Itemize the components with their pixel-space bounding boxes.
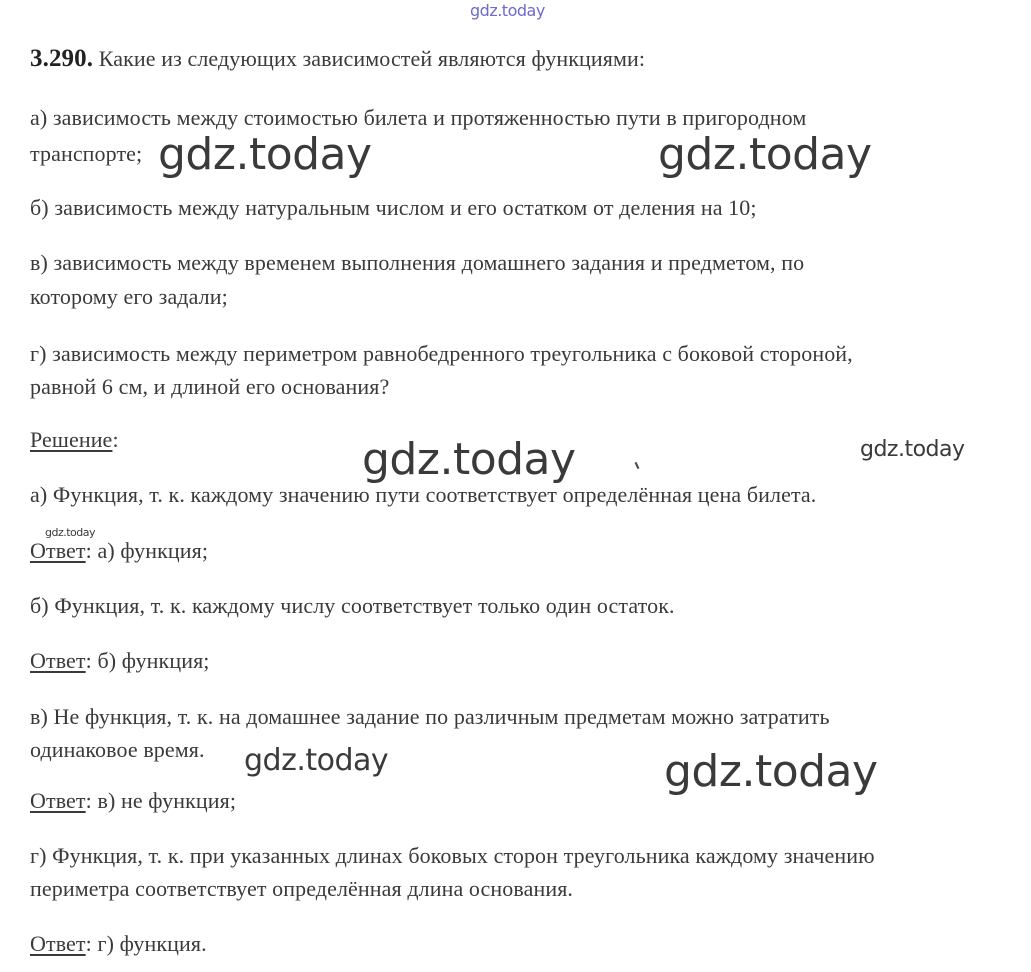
- answer-label: Ответ: [30, 538, 86, 563]
- answer-label: Ответ: [30, 931, 86, 956]
- solution-b-answer: Ответ: б) функция;: [30, 648, 210, 673]
- task-item-g-line1: г) зависимость между периметром равнобедренного треугольника с боковой стороной,: [30, 341, 853, 366]
- solution-g-answer: Ответ: г) функция.: [30, 931, 207, 956]
- solution-label: Решение: [30, 427, 113, 452]
- answer-value: г) функция.: [97, 931, 207, 956]
- watermark: gdz.today: [158, 129, 372, 180]
- answer-value: а) функция;: [97, 538, 209, 563]
- solution-b-text: б) Функция, т. к. каждому числу соответствует только один остаток.: [30, 593, 675, 618]
- solution-a-answer: Ответ: а) функция;: [30, 538, 209, 563]
- watermark: gdz.today: [860, 437, 965, 462]
- task-title: [30, 44, 645, 74]
- solution-v-line2: одинаковое время.: [30, 737, 205, 762]
- answer-label: Ответ: [30, 788, 86, 813]
- task-item-v-line1: в) зависимость между временем выполнения домашнего задания и предметом, по: [30, 250, 805, 275]
- watermark: gdz.today: [658, 129, 872, 180]
- task-item-v-line2: которому его задали;: [30, 284, 228, 309]
- watermark-top: gdz.today: [470, 1, 545, 20]
- solution-heading: Решение:: [30, 427, 119, 452]
- answer-value: б) функция;: [97, 648, 210, 673]
- watermark: gdz.today: [45, 526, 96, 539]
- task-number: 3.290.: [30, 45, 94, 72]
- solution-v-answer: Ответ: в) не функция;: [30, 788, 237, 813]
- task-item-a-line1: а) зависимость между стоимостью билета и протяженностью пути в пригородном: [30, 105, 807, 130]
- watermark: gdz.today: [244, 743, 389, 778]
- solution-g-line2: периметра соответствует определённая длина основания.: [30, 876, 574, 901]
- solution-v-line1: в) Не функция, т. к. на домашнее задание по различным предметам можно затратить: [30, 704, 830, 729]
- task-item-g-line2: равной 6 см, и длиной его основания?: [30, 374, 390, 399]
- answer-value: в) не функция;: [97, 788, 237, 813]
- task-item-b: б) зависимость между натуральным числом и его остатком от деления на 10;: [30, 195, 757, 220]
- stray-mark: [635, 462, 640, 469]
- watermark: gdz.today: [362, 434, 576, 485]
- watermark: gdz.today: [664, 746, 878, 797]
- answer-label: Ответ: [30, 648, 86, 673]
- solution-g-line1: г) Функция, т. к. при указанных длинах боковых сторон треугольника каждому значению: [30, 843, 875, 868]
- solution-a-text: а) Функция, т. к. каждому значению пути соответствует определённая цена билета.: [30, 482, 817, 507]
- task-item-a-line2: транспорте;: [30, 141, 143, 166]
- task-question: Какие из следующих зависимостей являются функциями:: [98, 46, 646, 71]
